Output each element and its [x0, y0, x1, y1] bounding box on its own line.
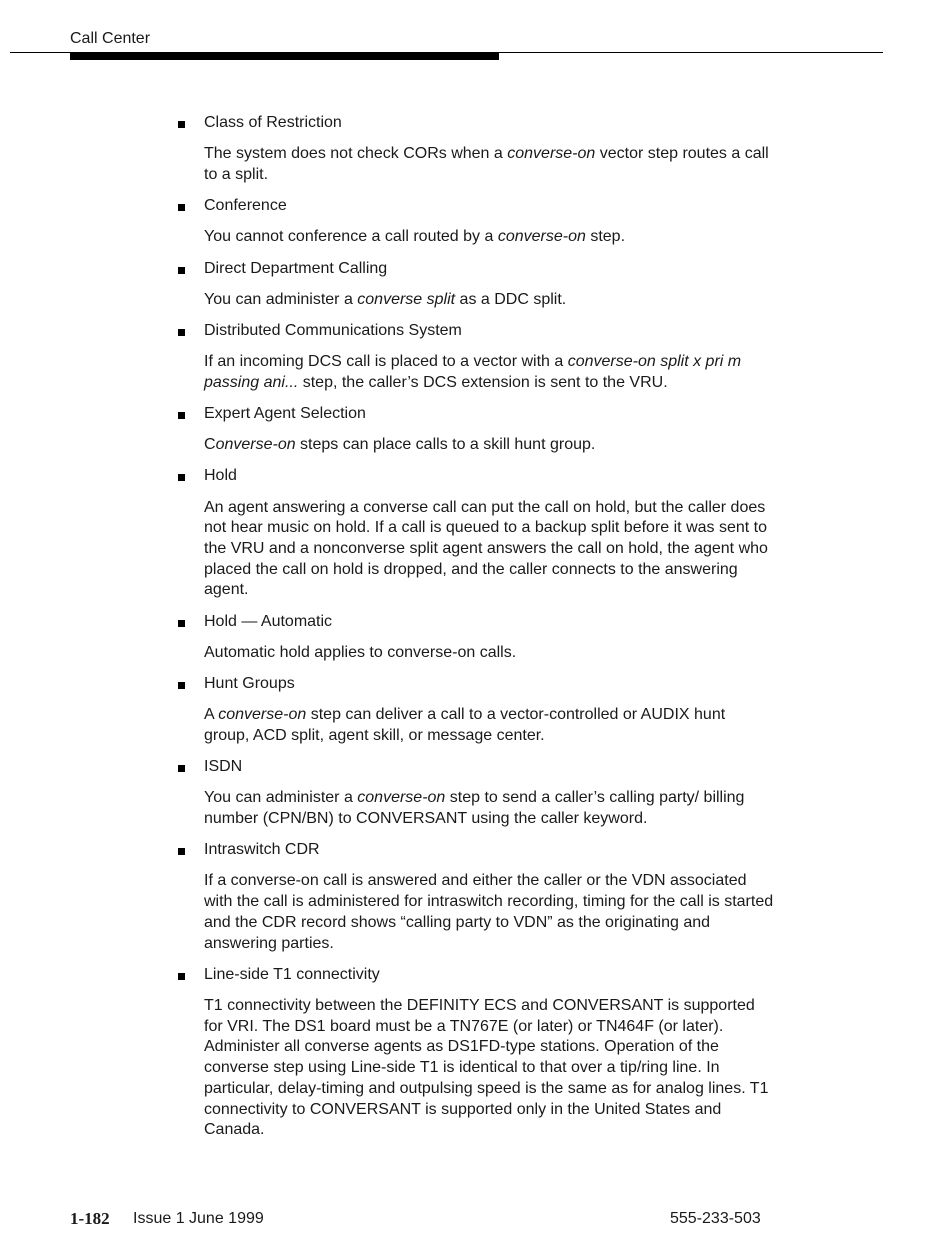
item-heading-text: Conference: [204, 197, 287, 215]
item-description: [204, 996, 774, 1141]
italic-term: converse-on: [497, 228, 586, 246]
italic-term: converse split: [357, 290, 456, 308]
square-bullet-icon: [178, 121, 185, 128]
item-heading: [204, 466, 774, 487]
item-heading-text: Hold — Automatic: [204, 612, 333, 630]
item-heading-text: Hunt Groups: [204, 675, 295, 693]
item-description: [204, 871, 774, 954]
square-bullet-icon: [178, 765, 185, 772]
list-item: [204, 404, 774, 456]
text-run: You cannot conference a call routed by a: [204, 228, 498, 246]
text-run: C: [204, 436, 216, 454]
document-number: 555-233-503: [670, 1210, 761, 1227]
list-item: [204, 466, 774, 601]
item-heading: [204, 113, 774, 134]
square-bullet-icon: [178, 474, 185, 481]
list-item: [204, 113, 774, 186]
item-description: [204, 435, 774, 456]
text-run: step can deliver a call to a vector-controlled or AUDIX hunt group, ACD split, agent skill, or message center.: [204, 706, 726, 744]
text-run: Automatic hold applies to converse-on calls.: [204, 643, 517, 661]
item-description: [204, 788, 774, 829]
item-description: [204, 227, 774, 248]
item-heading-text: Line-side T1 connectivity: [204, 965, 380, 983]
square-bullet-icon: [178, 620, 185, 627]
header-thick-rule: [70, 53, 499, 60]
item-heading-text: Expert Agent Selection: [204, 405, 366, 423]
item-heading-text: Distributed Communications System: [204, 321, 462, 339]
text-run: You can administer a: [204, 789, 358, 807]
list-item: [204, 196, 774, 248]
italic-term: converse-on: [218, 706, 307, 724]
text-run: step to send a caller’s calling party/ billing number (CPN/BN) to CONVERSANT using the caller keyword.: [204, 789, 745, 828]
item-heading: [204, 840, 774, 861]
item-description: [204, 643, 774, 664]
text-run: The system does not check CORs when a: [204, 145, 508, 163]
italic-term: converse-on: [507, 145, 596, 163]
item-heading: [204, 965, 774, 986]
item-heading: [204, 674, 774, 695]
text-run: If an incoming DCS call is placed to a vector with a: [204, 353, 568, 371]
feature-interaction-list: [204, 113, 774, 1151]
item-description: [204, 705, 774, 746]
page-number: 1-182: [70, 1209, 110, 1228]
square-bullet-icon: [178, 848, 185, 855]
item-heading: [204, 612, 774, 633]
list-item: [204, 259, 774, 311]
text-run: vector step routes a call to a split.: [204, 145, 769, 183]
item-heading-text: Hold: [204, 467, 237, 485]
italic-term: onverse-on: [215, 436, 296, 454]
item-heading-text: Intraswitch CDR: [204, 841, 320, 859]
list-item: [204, 612, 774, 664]
item-description: [204, 498, 774, 602]
text-run: If a converse-on call is answered and either the caller or the VDN associated with the call is administered for intraswitch recording, timing for the call is started and the CDR record shows “calling party to VDN” as the originating and answering parties.: [204, 872, 774, 952]
item-heading-text: Class of Restriction: [204, 114, 342, 131]
text-run: A: [204, 706, 219, 724]
italic-term: converse-on split x pri m passing ani...: [204, 353, 742, 391]
italic-term: converse-on: [357, 789, 446, 807]
text-run: steps can place calls to a skill hunt group.: [295, 436, 596, 454]
square-bullet-icon: [178, 267, 185, 274]
issue-date: Issue 1 June 1999: [133, 1210, 264, 1227]
text-run: step, the caller’s DCS extension is sent to the VRU.: [298, 373, 668, 391]
list-item: [204, 757, 774, 830]
item-heading: [204, 196, 774, 217]
list-item: [204, 840, 774, 954]
text-run: You can administer a: [204, 290, 358, 308]
item-description: [204, 290, 774, 311]
square-bullet-icon: [178, 412, 185, 419]
square-bullet-icon: [178, 329, 185, 336]
item-description: [204, 352, 774, 393]
square-bullet-icon: [178, 204, 185, 211]
item-heading-text: Direct Department Calling: [204, 259, 388, 277]
header-title: Call Center: [70, 30, 151, 47]
square-bullet-icon: [178, 973, 185, 980]
item-heading: [204, 404, 774, 425]
list-item: [204, 965, 774, 1141]
square-bullet-icon: [178, 682, 185, 689]
item-description: [204, 144, 774, 185]
item-heading: [204, 757, 774, 778]
item-heading: [204, 259, 774, 280]
text-run: as a DDC split.: [455, 290, 567, 308]
item-heading-text: ISDN: [204, 758, 243, 776]
text-run: An agent answering a converse call can put the call on hold, but the caller does not hear music on hold. If a call is queued to a backup split before it was sent to the VRU and a nonconverse split agent answers the call on hold, the agent who placed the call on hold is dropped, and the caller connects to the answering agent.: [204, 498, 768, 599]
list-item: [204, 321, 774, 394]
text-run: step.: [585, 228, 626, 246]
list-item: [204, 674, 774, 747]
item-heading: [204, 321, 774, 342]
text-run: T1 connectivity between the DEFINITY ECS and CONVERSANT is supported for VRI. The DS1 board must be a TN767E (or later) or TN464F (or later). Administer all converse agents as DS1FD-type stations. Operation of the converse step using Line-side T1 is identical to that over a tip/ring line. In particular, delay-timing and outpulsing speed is the same as for analog lines. T1 connectivity to CONVERSANT is supported only in the United States and Canada.: [204, 997, 769, 1139]
